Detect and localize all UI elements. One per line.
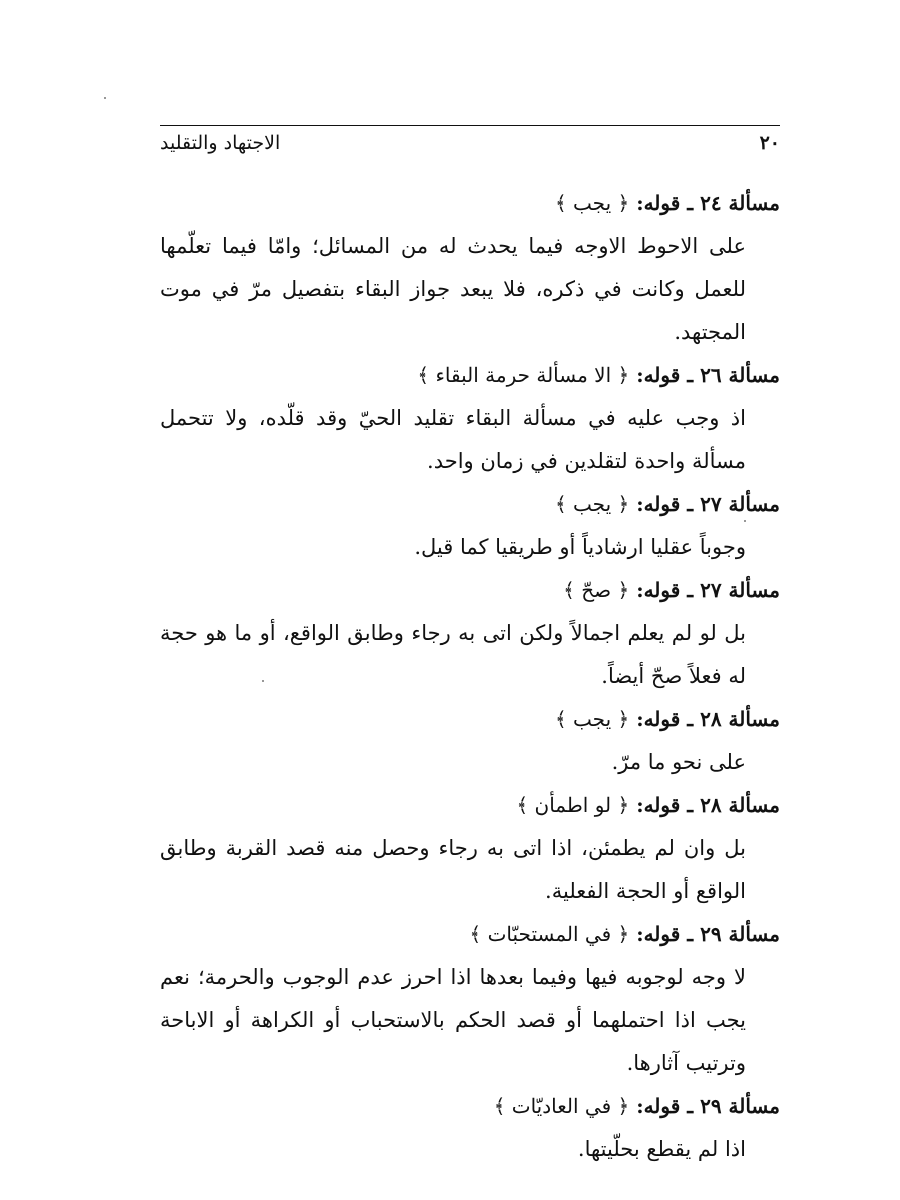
entry-quote: ﴿ يجب ﴾ (554, 191, 630, 215)
entry-label: مسألة ٢٧ ـ قوله: (636, 492, 780, 516)
scan-speck (104, 97, 106, 99)
entry-label: مسألة ٢٩ ـ قوله: (636, 1094, 780, 1118)
entry-quote: ﴿ لو اطمأن ﴾ (516, 793, 630, 817)
entry-quote: ﴿ يجب ﴾ (554, 492, 630, 516)
entry-label: مسألة ٢٨ ـ قوله: (636, 707, 780, 731)
page-header (160, 128, 780, 162)
scan-speck (262, 680, 264, 682)
page-body (160, 182, 780, 1171)
entry-text: على الاحوط الاوجه فيما يحدث له من المسائل؛ وامّا فيما تعلّمها للعمل وكانت في ذكره، فلا يبعد جواز البقاء بتفصيل مرّ في موت المجتهد. (160, 234, 746, 344)
entry-heading (160, 354, 780, 397)
entry-text: اذا لم يقطع بحلّيتها. (577, 1137, 746, 1161)
entry-heading (160, 913, 780, 956)
scan-speck (744, 520, 746, 522)
entry-text: على نحو ما مرّ. (611, 750, 746, 774)
entry-text: وجوباً عقليا ارشادياً أو طريقيا كما قيل. (414, 535, 746, 559)
entry-heading (160, 569, 780, 612)
entry-label: مسألة ٢٤ ـ قوله: (636, 191, 780, 215)
entry-label: مسألة ٢٧ ـ قوله: (636, 578, 780, 602)
entry-quote: ﴿ في العاديّات ﴾ (493, 1094, 630, 1118)
entry-text: لا وجه لوجوبه فيها وفيما بعدها اذا احرز عدم الوجوب والحرمة؛ نعم يجب اذا احتملهما أو قصد الحكم بالاستحباب أو الكراهة أو الاباحة وترتيب آثارها. (160, 965, 746, 1075)
header-rule (160, 125, 780, 126)
entry-text: اذ وجب عليه في مسألة البقاء تقليد الحيّ وقد قلّده، ولا تتحمل مسألة واحدة لتقلدين في زمان واحد. (160, 406, 746, 473)
entry-quote: ﴿ الا مسألة حرمة البقاء ﴾ (417, 363, 630, 387)
entry-text: بل وان لم يطمئن، اذا اتى به رجاء وحصل منه قصد القربة وطابق الواقع أو الحجة الفعلية. (160, 836, 746, 903)
entry-heading (160, 182, 780, 225)
entry-heading (160, 483, 780, 526)
page-number: ٢٠ (759, 132, 780, 154)
entry-text: بل لو لم يعلم اجمالاً ولكن اتى به رجاء وطابق الواقع، أو ما هو حجة له فعلاً صحّ أيضاً. (160, 621, 746, 688)
entry-quote: ﴿ صحّ ﴾ (563, 578, 630, 602)
entry-quote: ﴿ يجب ﴾ (554, 707, 630, 731)
entry-heading (160, 698, 780, 741)
entry-label: مسألة ٢٩ ـ قوله: (636, 922, 780, 946)
entry-label: مسألة ٢٦ ـ قوله: (636, 363, 780, 387)
entry-label: مسألة ٢٨ ـ قوله: (636, 793, 780, 817)
running-title: الاجتهاد والتقليد (160, 132, 281, 154)
entry-quote: ﴿ في المستحبّات ﴾ (469, 922, 630, 946)
entry-heading (160, 1085, 780, 1128)
entry-heading (160, 784, 780, 827)
